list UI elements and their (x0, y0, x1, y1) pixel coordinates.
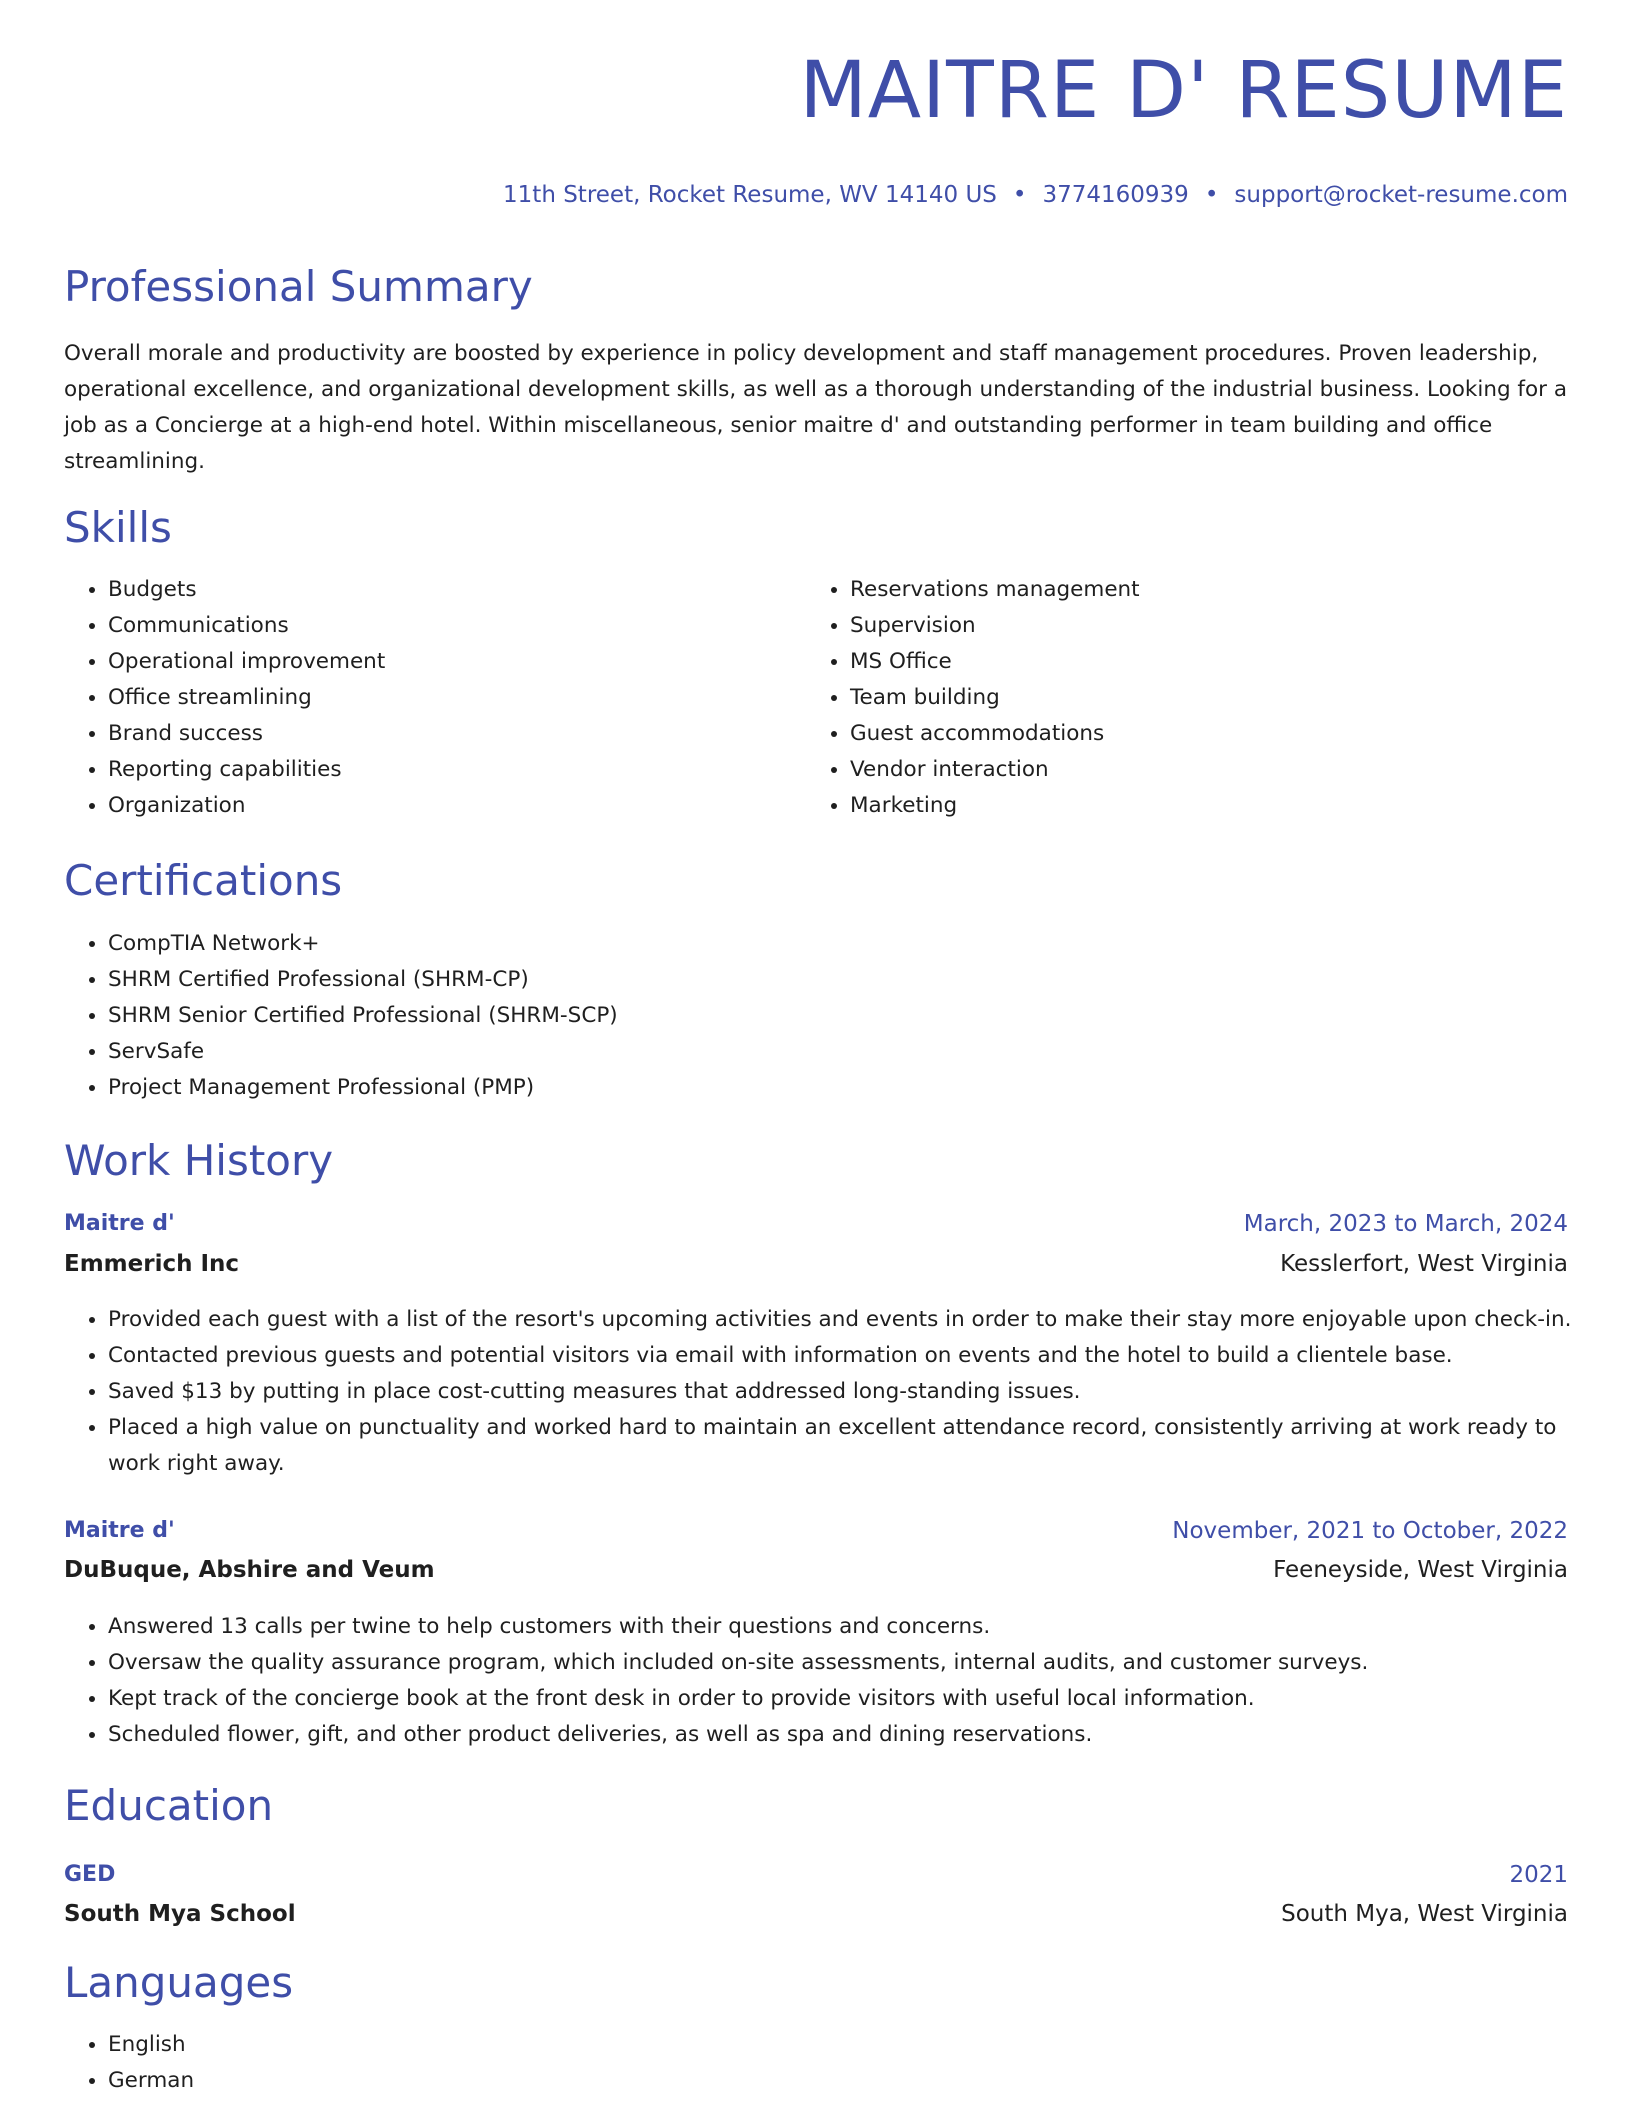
language-item: • German (108, 2063, 708, 2099)
job-employer: DuBuque, Abshire and Veum (64, 1557, 435, 1583)
job-dates: March, 2023 to March, 2024 (1243, 1211, 1568, 1237)
skill-item: • Supervision (850, 608, 1550, 644)
education-heading: Education (64, 1781, 274, 1830)
job-title: Maitre d' (64, 1211, 175, 1236)
skills-list-left (64, 572, 788, 824)
certification-item: • Project Management Professional (PMP) (108, 1070, 1568, 1106)
job-bullet: • Provided each guest with a list of the resort's upcoming activities and events in order to make their stay more enjoyable upon check-in. (108, 1302, 1568, 1338)
job-header (64, 1211, 1568, 1243)
certification-item: • CompTIA Network+ (108, 926, 1568, 962)
certification-item: • SHRM Senior Certified Professional (SHRM-SCP) (108, 998, 1568, 1034)
job-subheader (64, 1251, 1568, 1283)
languages-heading: Languages (64, 1958, 294, 2007)
skill-item: • Guest accommodations (850, 716, 1550, 752)
job-bullet: • Saved $13 by putting in place cost-cutting measures that addressed long-standing issues. (108, 1374, 1568, 1410)
summary-text: Overall morale and productivity are boosted by experience in policy development and staff management procedures. Proven leadership, operational excellence, and organizational development skills, as well as a thorough understanding of the industrial business. Looking for a job as a Concierge at a high-end hotel. Within miscellaneous, senior maitre d' and outstanding performer in team building and office streamlining. (64, 341, 1568, 474)
skill-item: • MS Office (850, 644, 1550, 680)
job-header (64, 1518, 1568, 1550)
skill-item: • Marketing (850, 788, 1550, 824)
job-bullet: • Contacted previous guests and potential visitors via email with information on events and the hotel to build a clientele base. (108, 1338, 1568, 1374)
job-subheader (64, 1557, 1568, 1589)
certifications-heading: Certifications (64, 856, 343, 905)
job-bullet: • Kept track of the concierge book at the front desk in order to provide visitors with useful local information. (108, 1681, 1568, 1717)
education-degree: GED (64, 1862, 116, 1887)
skill-item: • Brand success (108, 716, 788, 752)
skill-item: • Team building (850, 680, 1550, 716)
job-bullet: • Scheduled flower, gift, and other product deliveries, as well as spa and dining reservations. (108, 1717, 1568, 1753)
job-location: Kesslerfort, West Virginia (1280, 1251, 1568, 1277)
skill-item: • Vendor interaction (850, 752, 1550, 788)
languages-list (64, 2027, 708, 2099)
contact-line (503, 182, 1568, 208)
job-dates: November, 2021 to October, 2022 (1172, 1518, 1568, 1544)
education-header (64, 1862, 1568, 1894)
contact-separator: • (1204, 182, 1219, 208)
skills-list-right (806, 572, 1550, 824)
education-year: 2021 (1509, 1862, 1568, 1888)
contact-separator: • (1012, 182, 1027, 208)
skill-item: • Operational improvement (108, 644, 788, 680)
job-title: Maitre d' (64, 1518, 175, 1543)
contact-address: 11th Street, Rocket Resume, WV 14140 US (503, 182, 997, 208)
certification-item: • SHRM Certified Professional (SHRM-CP) (108, 962, 1568, 998)
certifications-list (64, 926, 1568, 1106)
certification-item: • ServSafe (108, 1034, 1568, 1070)
job-bullet: • Oversaw the quality assurance program, which included on-site assessments, internal audits, and customer surveys. (108, 1645, 1568, 1681)
contact-phone: 3774160939 (1042, 182, 1189, 208)
skills-heading: Skills (64, 503, 172, 552)
skill-item: • Budgets (108, 572, 788, 608)
skill-item: • Reservations management (850, 572, 1550, 608)
education-subheader (64, 1901, 1568, 1933)
skill-item: • Reporting capabilities (108, 752, 788, 788)
skill-item: • Office streamlining (108, 680, 788, 716)
work-history-heading: Work History (64, 1136, 334, 1185)
resume-name: MAITRE D' RESUME (799, 46, 1568, 136)
skill-item: • Organization (108, 788, 788, 824)
summary-heading: Professional Summary (64, 262, 533, 311)
skill-item: • Communications (108, 608, 788, 644)
resume-page (64, 0, 1572, 2112)
education-school: South Mya School (64, 1901, 296, 1927)
job-bullets (64, 1302, 1572, 1482)
job-employer: Emmerich Inc (64, 1251, 240, 1277)
education-location: South Mya, West Virginia (1281, 1901, 1568, 1927)
job-location: Feeneyside, West Virginia (1273, 1557, 1568, 1583)
job-bullet: • Placed a high value on punctuality and worked hard to maintain an excellent attendance record, consistently arriving at work ready to work right away. (108, 1410, 1568, 1482)
contact-email: support@rocket-resume.com (1234, 182, 1568, 208)
language-item: • English (108, 2027, 708, 2063)
job-bullet: • Answered 13 calls per twine to help customers with their questions and concerns. (108, 1609, 1568, 1645)
job-bullets (64, 1609, 1568, 1753)
